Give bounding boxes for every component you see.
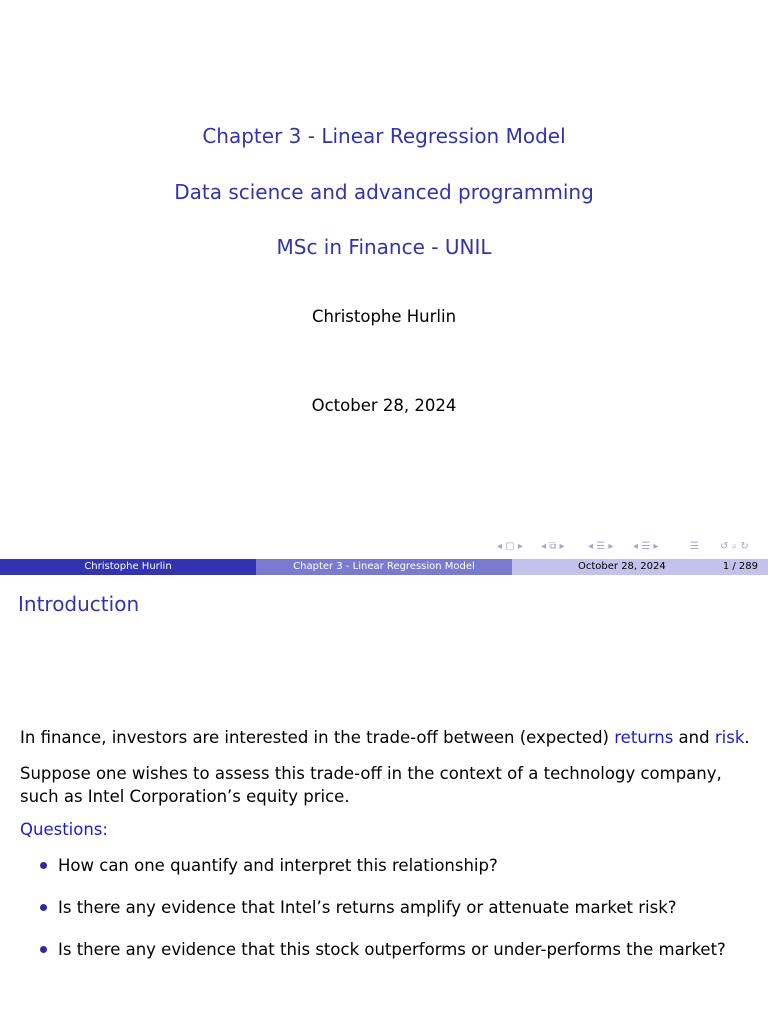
bullet-text: How can one quantify and interpret this relationship?: [58, 856, 498, 875]
p1-text: In finance, investors are interested in the trade-off between (expected): [20, 728, 615, 747]
bullet-icon: [40, 904, 47, 911]
paragraph-intel: Suppose one wishes to assess this trade-off in the context of a technology company, such as Intel Corporation’s equity price.: [20, 764, 722, 806]
nav-subsection-icon[interactable]: ◂ ⧉ ▸: [541, 541, 565, 552]
footer-title: Chapter 3 - Linear Regression Model: [256, 559, 512, 575]
bullet-text: Is there any evidence that this stock outperforms or under-performs the market?: [58, 940, 726, 959]
navigation-symbols: [0, 541, 768, 555]
footer-bar: [0, 559, 768, 575]
slide-institute: MSc in Finance - UNIL: [276, 235, 492, 259]
presentation-date: October 28, 2024: [311, 396, 457, 415]
slide-subtitle: Data science and advanced programming: [174, 180, 594, 204]
questions-label: Questions:: [20, 820, 108, 839]
footer-author: Christophe Hurlin: [0, 559, 256, 575]
list-item: [40, 940, 726, 959]
footer-date: October 28, 2024: [578, 561, 666, 572]
paragraph-returns-risk: [20, 726, 755, 749]
frame-title: Introduction: [18, 592, 140, 616]
list-item: [40, 898, 677, 917]
term-risk: risk: [714, 728, 745, 747]
bullet-icon: [40, 862, 47, 869]
p1-end: .: [744, 728, 750, 747]
footer-info: [512, 559, 768, 575]
nav-search-icon[interactable]: ↺ ⌕ ↻: [720, 541, 749, 552]
nav-section-icon[interactable]: ◂ ☰ ▸: [588, 541, 614, 552]
term-returns: returns: [614, 728, 674, 747]
footer-page-number: 1 / 289: [722, 561, 758, 572]
list-item: [40, 856, 498, 875]
slide-title: Chapter 3 - Linear Regression Model: [202, 124, 566, 148]
bullet-text: Is there any evidence that Intel’s returns amplify or attenuate market risk?: [58, 898, 677, 917]
bullet-icon: [40, 946, 47, 953]
p1-and: and: [673, 728, 715, 747]
author-name: Christophe Hurlin: [311, 307, 457, 326]
nav-frame-icon[interactable]: ◂ ▢ ▸: [497, 541, 523, 552]
nav-appendix-icon[interactable]: ☰: [690, 541, 699, 552]
nav-document-icon[interactable]: ◂ ☰ ▸: [633, 541, 659, 552]
